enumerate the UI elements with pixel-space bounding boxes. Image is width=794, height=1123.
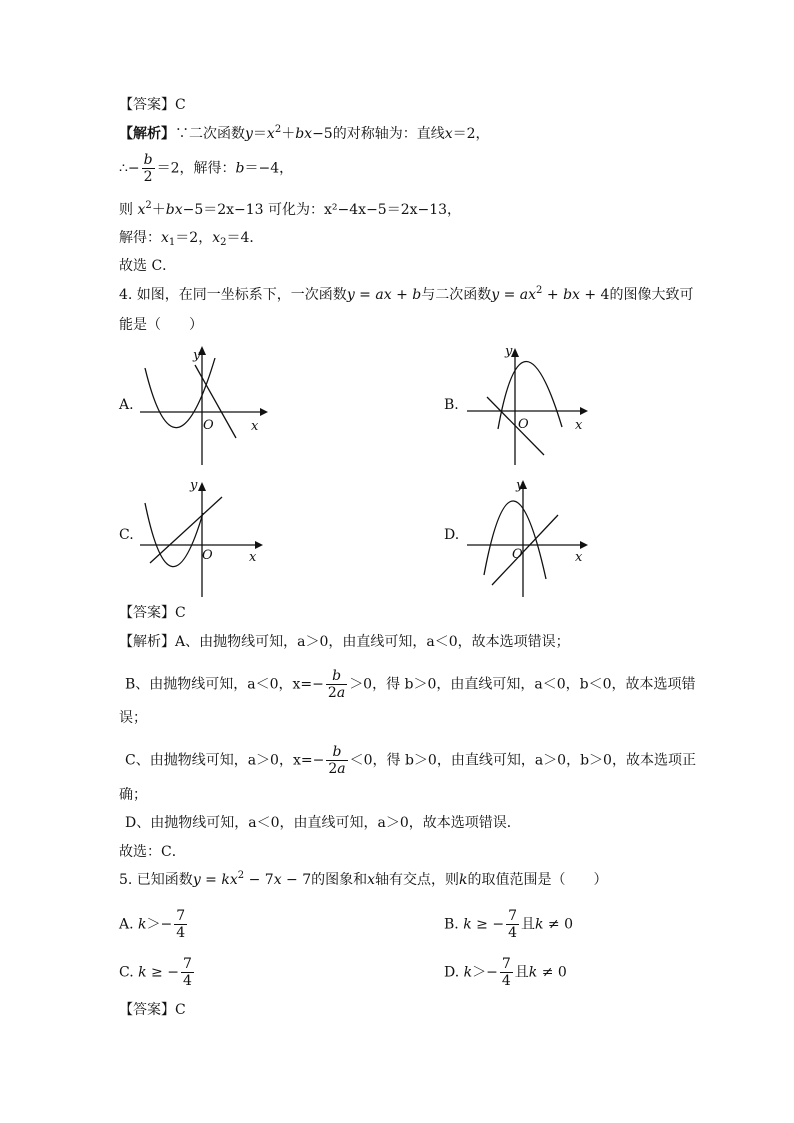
q4-analysis-d: D、由抛物线可知，a＜0，由直线可知，a＞0，故本选项错误． <box>125 815 521 831</box>
q3-pick: 故选 C． <box>119 258 177 274</box>
q3-analysis-line1: 【解析】∵二次函数$y=x^2+bx-5$的对称轴为：直线x＝2， <box>119 124 490 142</box>
q5-answer: 【答案】C <box>119 1002 186 1018</box>
q4-stem-line1: 4. 如图，在同一坐标系下，一次函数y = ax + b与二次函数$y = ax^2$ + bx + 4的图像大致可 <box>119 285 694 303</box>
q4-analysis-b: B、由抛物线可知，a＜0，x=− $\frac{b}{2a}$ ＞0，得 b＞0，由直线可知，a＜0，b＜0，故本选项错 <box>125 668 696 701</box>
graph-c <box>135 475 270 600</box>
option-d-label: D. <box>444 527 460 543</box>
q3-answer: 【答案】C <box>119 97 186 113</box>
axis-x-label: x <box>251 419 259 434</box>
option-c-label: C. <box>119 527 134 543</box>
svg-text:x: x <box>249 550 257 565</box>
graph-a <box>135 340 270 470</box>
q3-analysis-line3: 则 $x^2+bx-5=2x-13$ 可化为：x²−4x−5＝2x−13， <box>119 200 462 218</box>
svg-text:O: O <box>512 547 523 562</box>
q3-analysis-line2: ∴− $\frac{b}{2}$ ＝2，解得：b＝−4， <box>119 152 294 185</box>
svg-text:x: x <box>575 550 583 565</box>
q4-stem-line2: 能是（ ） <box>119 317 203 333</box>
svg-text:y: y <box>190 478 198 493</box>
q3-analysis-line4: 解得：$x_1=2$，$x_2=4$． <box>119 230 264 248</box>
q5-option-b: B. k ≥ − $\frac{7}{4}$ 且k ≠ 0 <box>444 908 574 941</box>
q4-analysis-c-tail: 确； <box>119 787 147 803</box>
q5-option-c: C. k ≥ − $\frac{7}{4}$ <box>119 956 192 989</box>
q4-answer: 【答案】C <box>119 605 186 621</box>
svg-text:O: O <box>202 548 213 563</box>
option-b-label: B. <box>444 397 459 413</box>
graph-b <box>462 345 597 470</box>
q5-option-a: A. k＞− $\frac{7}{4}$ <box>119 908 186 941</box>
q4-analysis-b-tail: 误； <box>119 710 147 726</box>
axis-y-label: y <box>193 348 201 363</box>
svg-text:O: O <box>518 417 529 432</box>
q4-pick: 故选：C． <box>119 844 186 860</box>
svg-text:x: x <box>575 418 583 433</box>
svg-text:y: y <box>505 344 513 359</box>
q5-stem: 5. 已知函数$y = kx^2 - 7x - 7$的图象和x轴有交点，则k的取值范围是（ ） <box>119 870 608 888</box>
option-a-label: A. <box>119 397 134 413</box>
origin-label: O <box>203 418 214 433</box>
q4-analysis-c: C、由抛物线可知，a＞0，x=− $\frac{b}{2a}$ ＜0，得 b＞0，由直线可知，a＞0，b＞0，故本选项正 <box>125 744 696 777</box>
q5-option-d: D. k＞− $\frac{7}{4}$ 且k ≠ 0 <box>444 956 567 989</box>
q4-analysis-a: 【解析】A、由抛物线可知，a＞0，由直线可知，a＜0，故本选项错误； <box>119 634 570 650</box>
svg-text:y: y <box>516 478 524 493</box>
analysis-tag: 【解析】 <box>119 126 175 142</box>
graph-d <box>462 475 597 600</box>
